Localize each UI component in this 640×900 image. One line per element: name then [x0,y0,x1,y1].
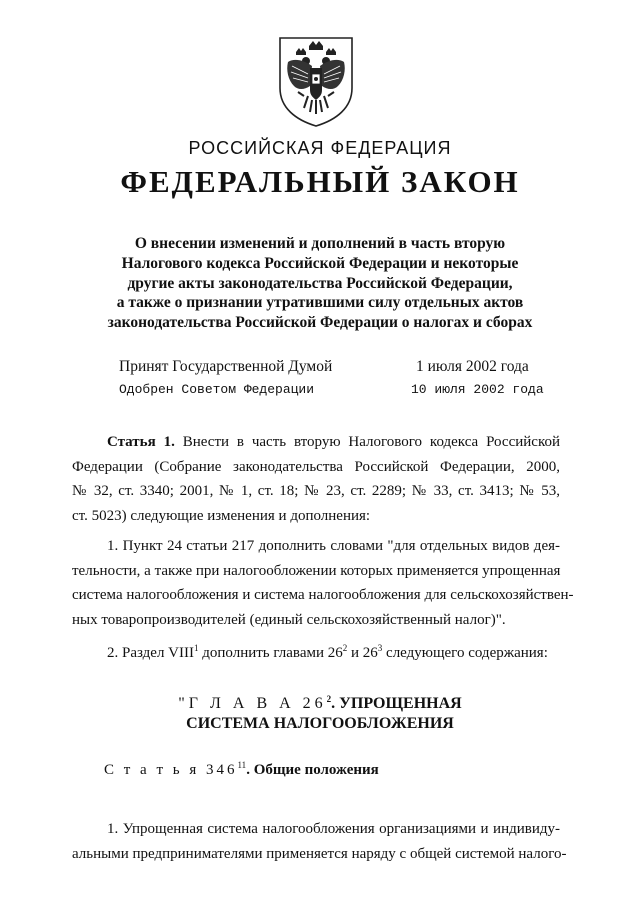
document-type: ФЕДЕРАЛЬНЫЙ ЗАКОН [120,164,520,199]
title-line: О внесении изменений и дополнений в часть вторую [134,235,506,252]
superscript: 1 [194,643,199,653]
chapter-heading [0,694,640,734]
article-346-title: . Общие положения [246,762,379,778]
item-2 [72,641,560,666]
text-line: тельности, а также при налогообложении которых применяется упрощенная [72,562,561,579]
law-title [90,234,550,333]
article-1 [72,430,560,528]
superscript: 2 [326,694,332,704]
item-2-text: дополнить главами 26 [198,645,343,661]
article-1-label: Статья 1. [107,434,175,450]
superscript: 11 [237,760,247,770]
council-approval-label: Одобрен Советом Федерации [119,382,315,397]
text-line: № 32, ст. 3340; 2001, № 1, ст. 18; № 23, ст. 2289; № 33, ст. 3413; № 53, [72,483,560,499]
title-line: другие акты законодательства Российской Федерации, [127,274,513,292]
text-line: ст. 5023) следующие изменения и дополнения: [72,507,371,524]
chapter-title: . УПРОЩЕННАЯ [331,695,462,712]
superscript: 3 [377,643,383,653]
duma-adoption-date: 1 июля 2002 года [416,358,529,375]
item-2-text: и 26 [347,645,378,661]
text-line: Федерации (Собрание законодательства Российской Федерации, 2000, [72,458,560,475]
text-line: 1. Упрощенная система налогообложения организациями и индивиду- [107,821,560,837]
article-346-heading [104,762,379,779]
superscript: 2 [342,643,348,653]
text-line: система налогообложения и система налогообложения для сельскохозяйствен- [72,587,574,603]
chapter-prefix: "Г Л А В А 26 [178,695,327,712]
text-line: 1. Пункт 24 статьи 217 дополнить словами "для отдельных видов дея- [107,538,560,554]
text-line: ных товаропроизводителей (единый сельскохозяйственный налог)". [72,611,506,628]
coat-of-arms-icon [276,34,356,128]
item-1 [72,534,574,632]
item-2-text: 2. Раздел VIII [107,645,194,661]
council-approval-date: 10 июля 2002 года [411,382,544,397]
title-line: законодательства Российской Федерации о налогах и сборах [107,314,533,332]
article-1-text: Внести в часть вторую Налогового кодекса Российской [182,434,561,450]
article-346-label: С т а т ь я 346 [104,762,238,778]
country-name: РОССИЙСКАЯ ФЕДЕРАЦИЯ [188,138,452,158]
article-346-paragraph [72,817,567,866]
duma-adoption-label: Принят Государственной Думой [119,358,333,375]
text-line [72,641,560,666]
chapter-title: СИСТЕМА НАЛОГООБЛОЖЕНИЯ [186,715,454,732]
title-line: а также о признании утратившими силу отдельных актов [116,294,524,312]
title-line: Налогового кодекса Российской Федерации и некоторые [121,254,519,272]
text-line: альными предпринимателями применяется наряду с общей системой налого- [72,845,567,862]
item-2-text: следующего содержания: [382,645,548,661]
text-line [72,430,560,455]
